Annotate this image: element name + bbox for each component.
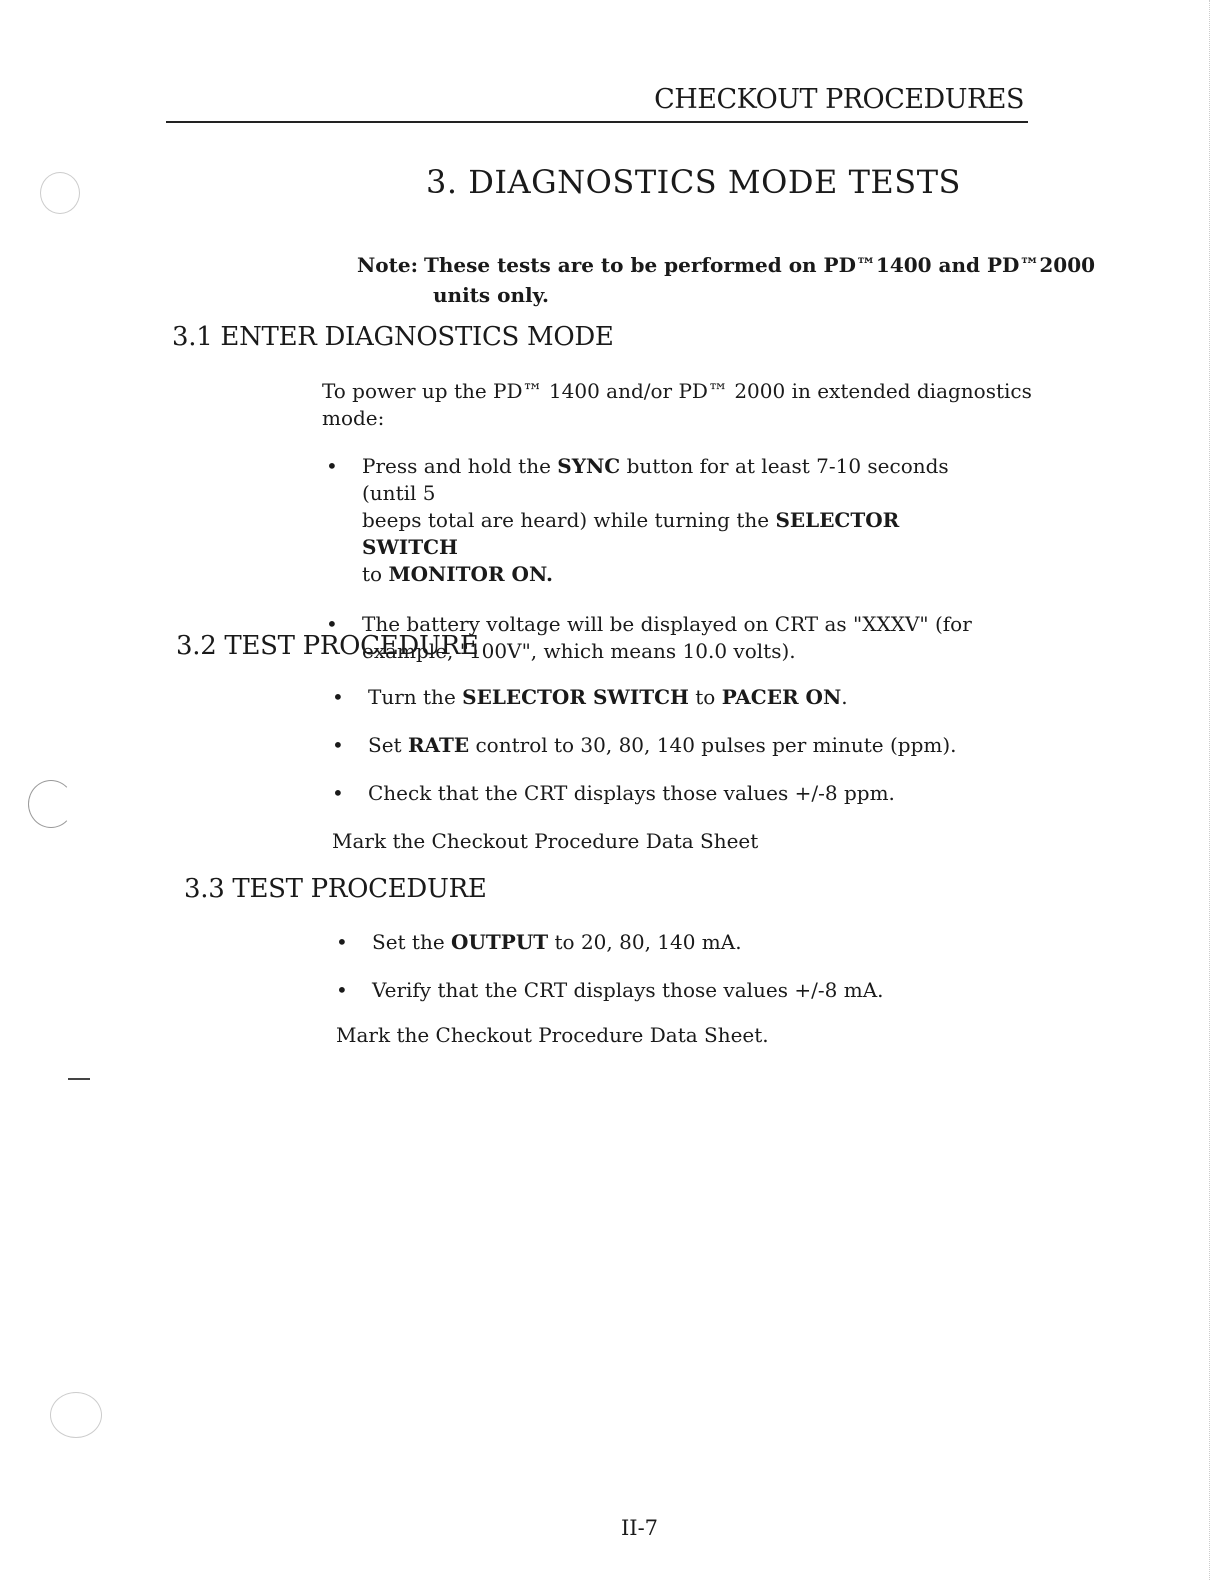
running-header: CHECKOUT PROCEDURES xyxy=(654,84,1024,115)
bullet-line xyxy=(362,507,1002,561)
bold-text: SELECTOR SWITCH xyxy=(462,685,689,709)
bold-text: PACER ON xyxy=(721,685,842,709)
bullet-line: The battery voltage will be displayed on CRT as "XXXV" (for xyxy=(362,612,972,636)
text: . xyxy=(841,685,848,709)
bullet-glyph: • xyxy=(336,978,348,1002)
page-title: 3. DIAGNOSTICS MODE TESTS xyxy=(426,163,961,201)
section-heading-3-1: 3.1 ENTER DIAGNOSTICS MODE xyxy=(172,322,614,352)
punch-hole-mark xyxy=(40,172,80,214)
section-heading-3-2: 3.2 TEST PROCEDURE xyxy=(176,631,479,661)
note xyxy=(357,250,1095,310)
text: to xyxy=(688,685,722,709)
bold-text: MONITOR ON. xyxy=(388,562,553,586)
text: Set the xyxy=(372,930,452,954)
punch-hole-mark xyxy=(28,780,74,828)
list-item xyxy=(326,453,1002,588)
bullet-glyph: • xyxy=(332,781,344,805)
punch-hole-mark xyxy=(50,1392,102,1438)
text: control to 30, 80, 140 pulses per minute (ppm). xyxy=(469,733,957,757)
text: Check that the CRT displays those values +/-8 ppm. xyxy=(368,781,895,805)
bullet-line: example, "100V", which means 10.0 volts). xyxy=(362,639,796,663)
bullet-line xyxy=(362,453,1002,507)
section-heading-3-3: 3.3 TEST PROCEDURE xyxy=(184,874,487,904)
list-item xyxy=(336,977,992,1004)
scan-mark xyxy=(68,1078,90,1080)
section-3-3-bullets xyxy=(336,929,992,1004)
text: Turn the xyxy=(368,685,463,709)
bullet-glyph: • xyxy=(332,685,344,709)
text: Set xyxy=(368,733,408,757)
note-label: Note: xyxy=(357,253,418,277)
list-item xyxy=(332,780,988,807)
section-3-3-closing: Mark the Checkout Procedure Data Sheet. xyxy=(336,1023,769,1047)
text: to 20, 80, 140 mA. xyxy=(548,930,742,954)
intro-line-2: mode: xyxy=(322,406,385,430)
bold-text: SELECTOR SWITCH xyxy=(362,508,900,559)
scan-edge xyxy=(1209,0,1210,1580)
bullet-line xyxy=(362,561,1002,588)
section-3-2-bullets xyxy=(332,684,988,807)
text: button for at least 7-10 seconds (until 5 xyxy=(362,454,949,505)
intro-line-1: To power up the PD™ 1400 and/or PD™ 2000 in extended diagnostics xyxy=(322,379,1032,403)
text: Verify that the CRT displays those values +/-8 mA. xyxy=(372,978,884,1002)
bold-text: OUTPUT xyxy=(451,930,549,954)
bullet-glyph: • xyxy=(336,930,348,954)
bullet-glyph: • xyxy=(326,612,338,636)
header-rule xyxy=(166,121,1028,123)
bold-text: RATE xyxy=(407,733,470,757)
text: beeps total are heard) while turning the xyxy=(362,508,776,532)
bullet-glyph: • xyxy=(332,733,344,757)
list-item xyxy=(332,684,988,711)
page-number: II-7 xyxy=(621,1516,659,1540)
list-item xyxy=(332,732,988,759)
section-3-2-closing: Mark the Checkout Procedure Data Sheet xyxy=(332,829,759,853)
text: Press and hold the xyxy=(362,454,558,478)
bullet-glyph: • xyxy=(326,454,338,478)
note-text-1: These tests are to be performed on PD™1400 and PD™2000 xyxy=(423,253,1096,277)
note-line-2: units only. xyxy=(433,283,549,307)
section-3-1-intro xyxy=(322,378,1032,432)
note-line-1 xyxy=(357,250,1095,280)
bold-text: SYNC xyxy=(557,454,621,478)
text: to xyxy=(362,562,389,586)
list-item xyxy=(336,929,992,956)
